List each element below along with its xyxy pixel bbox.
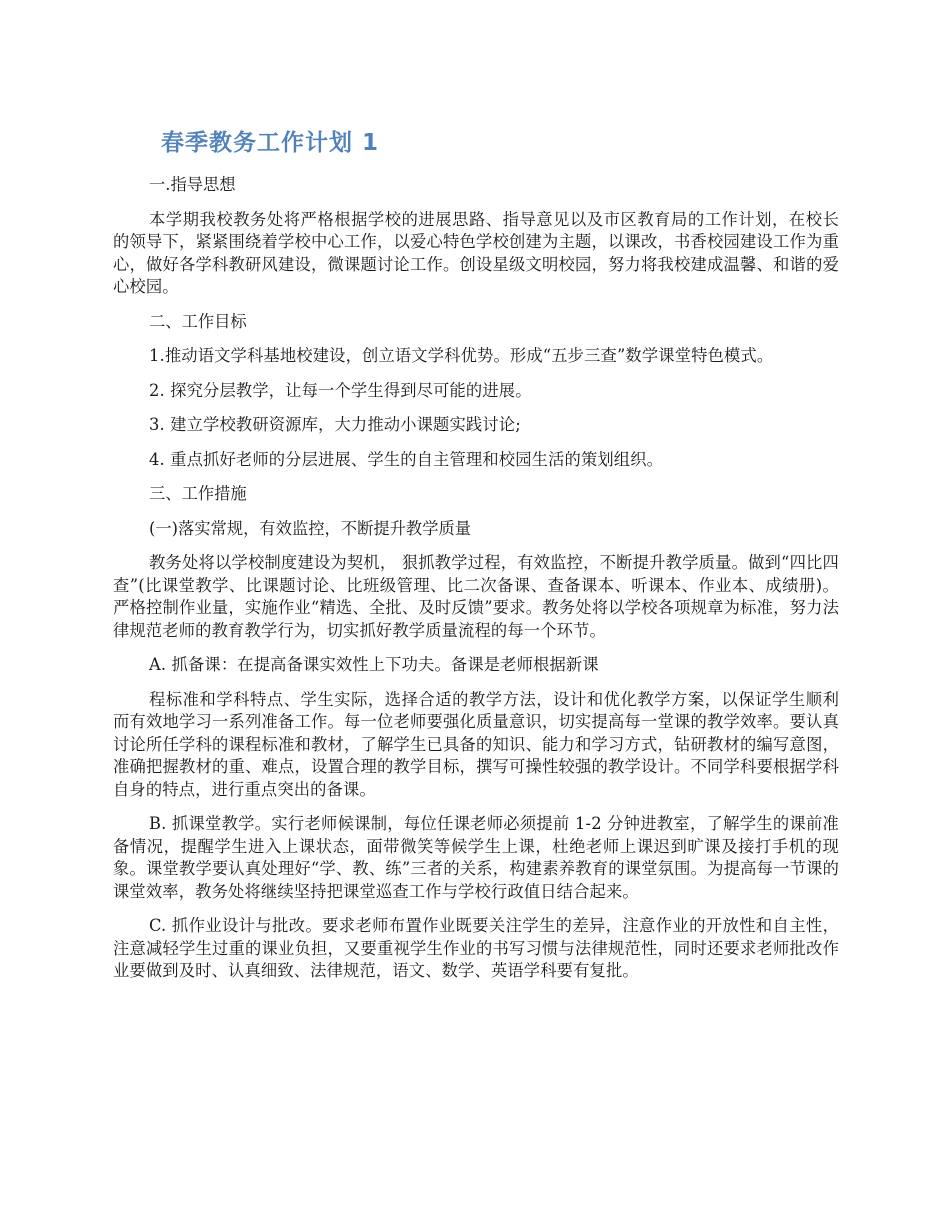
paragraph-guiding-thought: 本学期我校教务处将严格根据学校的进展思路、指导意见以及市区教育局的工作计划，在校长的领导下，紧紧围绕着学校中心工作，以爱心特色学校创建为主题，以课改，书香校园建设工作为重心，做好各学科教研风建设，微课题讨论工作。创设星级文明校园，努力将我校建成温馨、和谐的爱心校园。 bbox=[113, 209, 839, 296]
paragraph-lesson-prep-heading: A. 抓备课：在提高备课实效性上下功夫。备课是老师根据新课 bbox=[149, 655, 599, 674]
section-heading-work-measures: 三、工作措施 bbox=[149, 484, 247, 503]
paragraph-homework: C. 抓作业设计与批改。要求老师布置作业既要关注学生的差异，注意作业的开放性和自主性，注意减轻学生过重的课业负担，又要重视学生作业的书写习惯与法律规范性，同时还要求老师批改作业要做到及时、认真细致、法律规范，语文、数学、英语学科要有复批。 bbox=[113, 916, 839, 980]
section-heading-guiding-thought: 一.指导思想 bbox=[149, 175, 236, 194]
subsection-heading-1: (一)落实常规，有效监控，不断提升教学质量 bbox=[149, 518, 472, 538]
paragraph-lesson-prep: 程标准和学科特点、学生实际，选择合适的教学方法，设计和优化教学方案，以保证学生顺利而有效地学习一系列准备工作。每一位老师要强化质量意识，切实提高每一堂课的教学效率。要认真讨论所任学科的课程标准和教材，了解学生已具备的知识、能力和学习方式，钻研教材的编写意图，准确把握教材的重、难点，设置合理的教学目标，撰写可操性较强的教学设计。不同学科要根据学科自身的特点，进行重点突出的备课。 bbox=[113, 689, 839, 799]
document-page bbox=[113, 126, 839, 995]
paragraph-measures-intro: 教务处将以学校制度建设为契机， 狠抓教学过程，有效监控，不断提升教学质量。做到“四比四查”(比课堂教学、比课题讨论、比班级管理、比二次备课、查备课本、听课本、作业本、成绩册)。严格控制作业量，实施作业“精选、全批、及时反馈”要求。教务处将以学校各项规章为标准，努力法律规范老师的教育教学行为，切实抓好教学质量流程的每一个环节。 bbox=[113, 553, 839, 640]
goal-item-1: 1.推动语文学科基地校建设，创立语文学科优势。形成“五步三查”数学课堂特色模式。 bbox=[149, 346, 774, 365]
goal-item-2: 2. 探究分层教学，让每一个学生得到尽可能的进展。 bbox=[149, 380, 532, 400]
document-title: 春季教务工作计划 1 bbox=[161, 130, 380, 156]
goal-item-3: 3. 建立学校教研资源库，大力推动小课题实践讨论; bbox=[149, 415, 521, 434]
section-heading-work-goals: 二、工作目标 bbox=[149, 311, 247, 331]
goal-item-4: 4. 重点抓好老师的分层进展、学生的自主管理和校园生活的策划组织。 bbox=[149, 449, 664, 469]
paragraph-classroom-teaching: B. 抓课堂教学。实行老师候课制，每位任课老师必须提前 1-2 分钟进教室，了解学生的课前准备情况，提醒学生进入上课状态，面带微笑等候学生上课，杜绝老师上课迟到旷课及接打手机的现象。课堂教学要认真处理好“学、教、练”三者的关系，构建素养教育的课堂氛围。为提高每一节课的课堂效率，教务处将继续坚持把课堂巡查工作与学校行政值日结合起来。 bbox=[113, 814, 839, 901]
